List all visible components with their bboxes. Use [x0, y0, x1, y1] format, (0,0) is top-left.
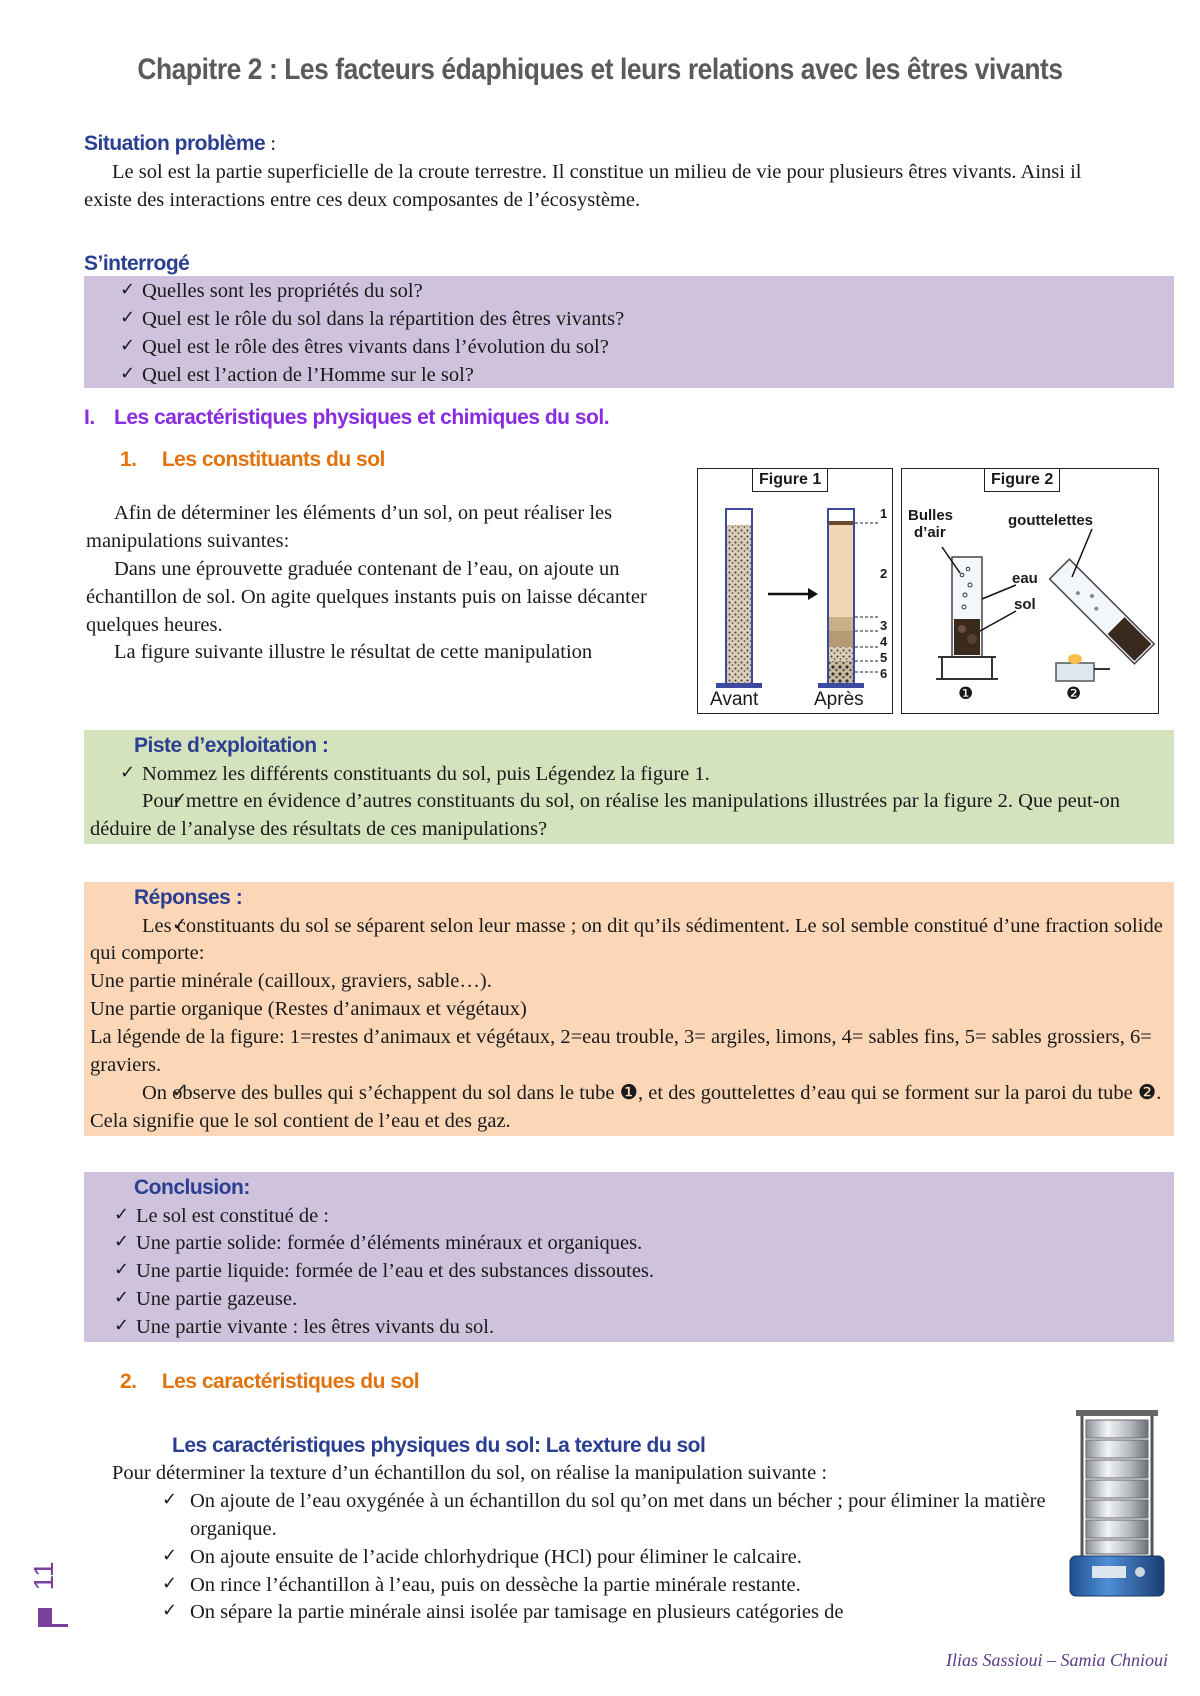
situation-section — [84, 130, 1124, 215]
exploitation-item: ✓ Nommez les différents constituants du sol, puis Légendez la figure 1. — [90, 761, 1168, 789]
figure-1 — [697, 468, 893, 714]
exploitation-box — [84, 730, 1174, 844]
conclusion-item: ✓ Une partie liquide: formée de l’eau et des substances dissoutes. — [90, 1258, 1168, 1286]
figure-2 — [901, 468, 1159, 714]
texture-step: ✓ On ajoute de l’eau oxygénée à un échantillon du sol qu’on met dans un bécher ; pour éliminer la matière organique. — [112, 1488, 1052, 1544]
exploitation-item: ✓ Pour mettre en évidence d’autres constituants du sol, on réalise les manipulations illustrées par la figure 2. Que peut-on déduire de l’analyse des résultats de ces manipulations? — [90, 788, 1168, 844]
subsection-2-heading — [120, 1368, 419, 1397]
figure-2-tube2-label: ❷ — [1066, 684, 1082, 704]
page-number: 11 — [28, 1561, 59, 1591]
subsection-1-p2: Dans une éprouvette graduée contenant de l’eau, on ajoute un échantillon de sol. On agite quelques instants puis on laisse décanter quelques heures. — [86, 557, 647, 636]
sieve-shaker-image — [1062, 1408, 1172, 1608]
conclusion-item: ✓ Le sol est constitué de : — [90, 1203, 1168, 1231]
answer-item: ✓ Les constituants du sol se séparent selon leur masse ; on dit qu’ils sédimentent. Le sol semble constitué d’une fraction solide qui comporte: — [90, 913, 1168, 969]
situation-heading: Situation problème — [84, 132, 266, 155]
section-1-heading — [84, 404, 609, 433]
section-1-number: I. — [84, 406, 95, 429]
conclusion-item: ✓ Une partie solide: formée d’éléments minéraux et organiques. — [90, 1230, 1168, 1258]
subsection-1-heading — [120, 446, 385, 475]
texture-step: ✓ On rince l’échantillon à l’eau, puis on dessèche la partie minérale restante. — [112, 1572, 1052, 1600]
situation-text: Le sol est la partie superficielle de la croute terrestre. Il constitue un milieu de vie pour plusieurs êtres vivants. Ainsi il existe des interactions entre ces deux composantes de l’écosystème. — [84, 160, 1082, 211]
page-title: Chapitre 2 : Les facteurs édaphiques et leurs relations avec les êtres vivants — [137, 53, 1063, 86]
figure-1-mark: 2 — [880, 566, 888, 581]
texture-heading: Les caractéristiques physiques du sol: La texture du sol — [172, 1434, 706, 1457]
figure-2-soil-label: sol — [1014, 596, 1036, 613]
figure-1-label: Figure 1 — [752, 469, 828, 492]
answers-heading: Réponses : — [134, 886, 243, 909]
subsection-1-p3: La figure suivante illustre le résultat de cette manipulation — [114, 641, 593, 664]
texture-step: ✓ On ajoute ensuite de l’acide chlorhydrique (HCl) pour éliminer le calcaire. — [112, 1544, 1052, 1572]
answer-item: ✓ On observe des bulles qui s’échappent du sol dans le tube ❶, et des gouttelettes d’eau qui se forment sur la paroi du tube ❷. Cela signifie que le sol contient de l’eau et des gaz. — [90, 1080, 1168, 1136]
question-item: ✓ Quelles sont les propriétés du sol? — [90, 278, 1168, 306]
section-1-title: Les caractéristiques physiques et chimiques du sol. — [114, 406, 610, 429]
texture-step: ✓ On sépare la partie minérale ainsi isolée par tamisage en plusieurs catégories de — [112, 1599, 1052, 1627]
conclusion-heading: Conclusion: — [134, 1176, 250, 1199]
figure-2-label: Figure 2 — [984, 469, 1060, 492]
answer-line: Une partie minérale (cailloux, graviers, sable…). — [90, 970, 492, 993]
subsection-2-title: Les caractéristiques du sol — [161, 1370, 420, 1393]
subsection-1-number: 1. — [120, 448, 137, 471]
texture-intro: Pour déterminer la texture d’un échantillon du sol, on réalise la manipulation suivante : — [112, 1462, 828, 1484]
figure-2-water-label: eau — [1012, 570, 1038, 587]
texture-procedure — [112, 1460, 1052, 1627]
figure-1-mark: 6 — [880, 666, 888, 681]
figure-2-droplets-label: gouttelettes — [1008, 512, 1094, 529]
answer-line: La légende de la figure: 1=restes d’animaux et végétaux, 2=eau trouble, 3= argiles, limons, 4= sables fins, 5= sables grossiers, 6= graviers. — [90, 1026, 1152, 1076]
exploitation-heading: Piste d’exploitation : — [134, 734, 329, 757]
figure-1-before-label: Avant — [710, 689, 759, 710]
figure-2-tube1-label: ❶ — [958, 684, 974, 704]
conclusion-item: ✓ Une partie vivante : les êtres vivants du sol. — [90, 1314, 1168, 1342]
page-number-marker — [38, 1608, 52, 1624]
figure-1-mark: 3 — [880, 618, 888, 633]
figure-1-mark: 4 — [880, 634, 888, 649]
question-item: ✓ Quel est le rôle du sol dans la répartition des êtres vivants? — [90, 306, 1168, 334]
page-number-rule — [38, 1624, 68, 1627]
situation-colon: : — [265, 133, 277, 155]
figure-1-after-label: Après — [814, 689, 864, 710]
subsection-1-text — [86, 500, 686, 667]
subsection-2-number: 2. — [120, 1370, 137, 1393]
figure-1-graphic — [698, 469, 894, 715]
subsection-1-p1: Afin de déterminer les éléments d’un sol, on peut réaliser les manipulations suivantes: — [86, 502, 613, 552]
conclusion-box — [84, 1172, 1174, 1342]
questions-box — [84, 276, 1174, 388]
figure-1-mark: 5 — [880, 650, 888, 665]
conclusion-item: ✓ Une partie gazeuse. — [90, 1286, 1168, 1314]
figure-2-bubbles-label: Bulles d’air — [908, 507, 954, 542]
subsection-1-title: Les constituants du sol — [161, 448, 385, 471]
footer-authors: Ilias Sassioui – Samia Chnioui — [945, 1650, 1168, 1670]
figure-2-graphic — [902, 469, 1160, 715]
figure-1-mark: 1 — [880, 506, 888, 521]
answers-box — [84, 882, 1174, 1136]
question-item: ✓ Quel est le rôle des êtres vivants dans l’évolution du sol? — [90, 334, 1168, 362]
interroge-heading: S’interrogé — [84, 252, 190, 275]
answer-line: Une partie organique (Restes d’animaux et végétaux) — [90, 998, 527, 1021]
question-item: ✓ Quel est l’action de l’Homme sur le sol? — [90, 362, 1168, 390]
